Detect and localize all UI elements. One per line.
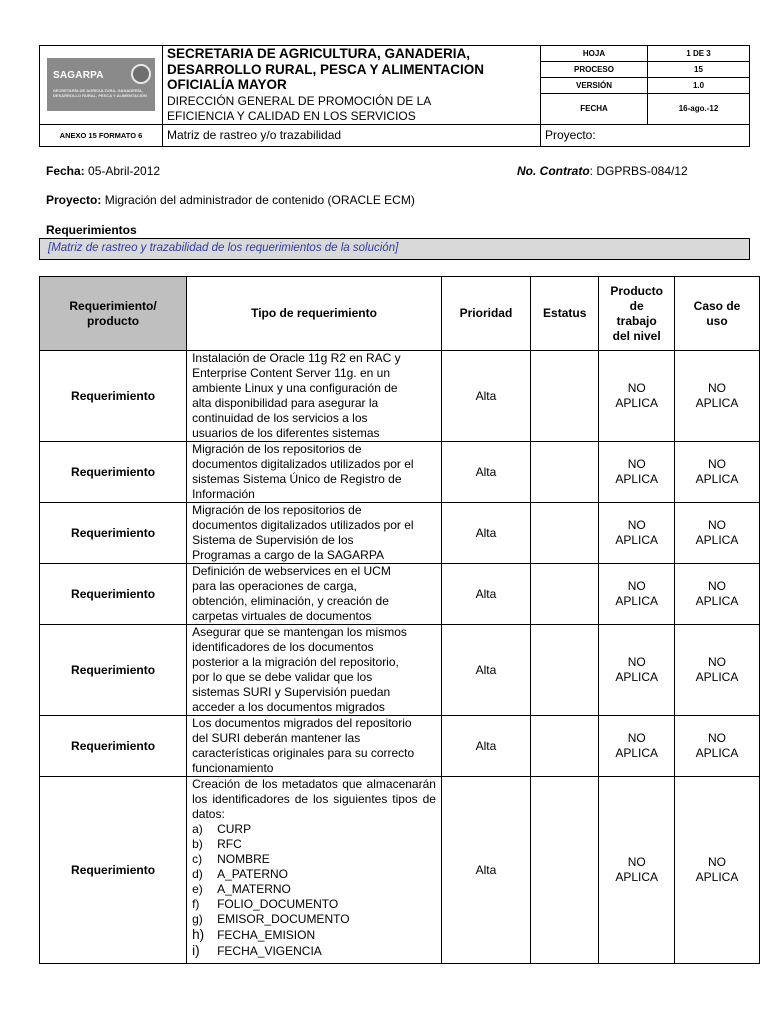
metadata-intro: Creación de los metadatos que almacenarán los identificadores de los siguientes tipos de datos: <box>192 777 436 821</box>
priority-cell: Alta <box>441 777 530 964</box>
fecha-line-label: Fecha: <box>46 164 85 178</box>
producto-cell: NO APLICA <box>599 716 675 777</box>
priority-cell: Alta <box>441 625 530 716</box>
table-row <box>40 351 760 442</box>
proyecto-line <box>46 193 415 207</box>
req-cell: Requerimiento <box>40 625 187 716</box>
status-cell <box>531 625 599 716</box>
status-cell <box>531 564 599 625</box>
table-row <box>40 442 760 503</box>
document-header <box>39 45 750 147</box>
status-cell <box>531 503 599 564</box>
version-label: VERSIÓN <box>541 78 648 94</box>
subtitle-line-1: DIRECCIÓN GENERAL DE PROMOCIÓN DE LA <box>167 93 432 108</box>
list-item: b) RFC <box>192 837 242 851</box>
req-cell: Requerimiento <box>40 564 187 625</box>
logo-brand: SAGARPA <box>53 70 104 82</box>
desc-cell <box>187 777 442 964</box>
producto-cell: NO APLICA <box>599 625 675 716</box>
proyecto-line-value: Migración del administrador de contenido (ORACLE ECM) <box>101 193 415 207</box>
req-cell: Requerimiento <box>40 716 187 777</box>
priority-cell: Alta <box>441 716 530 777</box>
caso-cell: NO APLICA <box>675 716 760 777</box>
caso-cell: NO APLICA <box>675 503 760 564</box>
priority-cell: Alta <box>441 442 530 503</box>
list-item: d) A_PATERNO <box>192 867 288 881</box>
producto-cell: NO APLICA <box>599 442 675 503</box>
header-prioridad: Prioridad <box>441 277 530 351</box>
list-item: a) CURP <box>192 822 252 836</box>
header-caso-uso: Caso de uso <box>675 277 760 351</box>
priority-cell: Alta <box>441 503 530 564</box>
caso-cell: NO APLICA <box>675 351 760 442</box>
fecha-label: FECHA <box>541 94 648 124</box>
req-cell: Requerimiento <box>40 351 187 442</box>
hoja-value: 1 DE 3 <box>648 46 750 62</box>
anexo-label: ANEXO 15 FORMATO 6 <box>40 124 163 146</box>
fecha-line <box>46 164 160 178</box>
req-cell: Requerimiento <box>40 777 187 964</box>
requerimientos-banner: [Matriz de rastreo y trazabilidad de los requerimientos de la solución] <box>39 238 750 260</box>
priority-cell: Alta <box>441 564 530 625</box>
contrato-line <box>517 164 688 178</box>
table-row <box>40 625 760 716</box>
desc-cell: Migración de los repositorios de documentos digitalizados utilizados por el Sistema de Supervisión de los Programas a cargo de la SAGARPA <box>187 503 442 564</box>
list-item: h) FECHA_EMISION <box>192 927 316 942</box>
caso-cell: NO APLICA <box>675 564 760 625</box>
title-line-3: OFICIALÍA MAYOR <box>167 77 287 92</box>
list-item: g) EMISOR_DOCUMENTO <box>192 912 350 926</box>
fecha-line-value: 05-Abril-2012 <box>84 164 161 178</box>
table-header-row <box>40 277 760 351</box>
requirements-table <box>39 276 760 964</box>
contrato-label: No. Contrato <box>517 164 590 178</box>
table-row <box>40 503 760 564</box>
national-seal-icon <box>131 64 151 84</box>
matriz-label: Matriz de rastreo y/o trazabilidad <box>163 124 541 146</box>
priority-cell: Alta <box>441 351 530 442</box>
header-requerimiento: Requerimiento/ producto <box>40 277 187 351</box>
logo-subtitle: SECRETARÍA DE AGRICULTURA, GANADERÍA, DESARROLLO RURAL, PESCA Y ALIMENTACIÓN <box>53 88 147 99</box>
proyecto-header-label: Proyecto: <box>541 124 750 146</box>
producto-cell: NO APLICA <box>599 564 675 625</box>
proyecto-line-label: Proyecto: <box>46 193 102 207</box>
logo-cell <box>40 46 163 125</box>
table-row <box>40 564 760 625</box>
status-cell <box>531 777 599 964</box>
caso-cell: NO APLICA <box>675 442 760 503</box>
proceso-value: 15 <box>648 62 750 78</box>
requerimientos-title: Requerimientos <box>46 223 137 237</box>
header-title <box>163 46 541 125</box>
desc-cell: Definición de webservices en el UCM para las operaciones de carga, obtención, eliminación, y creación de carpetas virtuales de documentos <box>187 564 442 625</box>
title-line-1: SECRETARIA DE AGRICULTURA, GANADERIA, <box>167 46 470 61</box>
status-cell <box>531 442 599 503</box>
fecha-value: 16-ago.-12 <box>648 94 750 124</box>
desc-cell: Instalación de Oracle 11g R2 en RAC y Enterprise Content Server 11g. en un ambiente Linux y una configuración de alta disponibilidad para asegurar la continuidad de los servicios a los usuarios de los diferentes sistemas <box>187 351 442 442</box>
desc-cell: Los documentos migrados del repositorio del SURI deberán mantener las características originales para su correcto funcionamiento <box>187 716 442 777</box>
header-tipo: Tipo de requerimiento <box>187 277 442 351</box>
sagarpa-logo <box>47 58 155 111</box>
list-item: i) FECHA_VIGENCIA <box>192 943 322 958</box>
version-value: 1.0 <box>648 78 750 94</box>
table-row <box>40 777 760 964</box>
hoja-label: HOJA <box>541 46 648 62</box>
header-estatus: Estatus <box>531 277 599 351</box>
contrato-value: : DGPRBS-084/12 <box>589 164 688 178</box>
producto-cell: NO APLICA <box>599 503 675 564</box>
status-cell <box>531 716 599 777</box>
req-cell: Requerimiento <box>40 503 187 564</box>
caso-cell: NO APLICA <box>675 625 760 716</box>
table-row <box>40 716 760 777</box>
req-cell: Requerimiento <box>40 442 187 503</box>
subtitle-line-2: EFICIENCIA Y CALIDAD EN LOS SERVICIOS <box>167 108 416 123</box>
proceso-label: PROCESO <box>541 62 648 78</box>
list-item: f) FOLIO_DOCUMENTO <box>192 897 339 911</box>
title-line-2: DESARROLLO RURAL, PESCA Y ALIMENTACION <box>167 61 485 77</box>
status-cell <box>531 351 599 442</box>
list-item: c) NOMBRE <box>192 852 270 866</box>
caso-cell: NO APLICA <box>675 777 760 964</box>
producto-cell: NO APLICA <box>599 351 675 442</box>
desc-cell: Migración de los repositorios de documentos digitalizados utilizados por el sistemas Sistema Único de Registro de Información <box>187 442 442 503</box>
list-item: e) A_MATERNO <box>192 882 291 896</box>
producto-cell: NO APLICA <box>599 777 675 964</box>
desc-cell: Asegurar que se mantengan los mismos identificadores de los documentos posterior a la migración del repositorio, por lo que se debe validar que los sistemas SURI y Supervisión puedan acceder a los documentos migrados <box>187 625 442 716</box>
header-producto: Producto de trabajo del nivel <box>599 277 675 351</box>
